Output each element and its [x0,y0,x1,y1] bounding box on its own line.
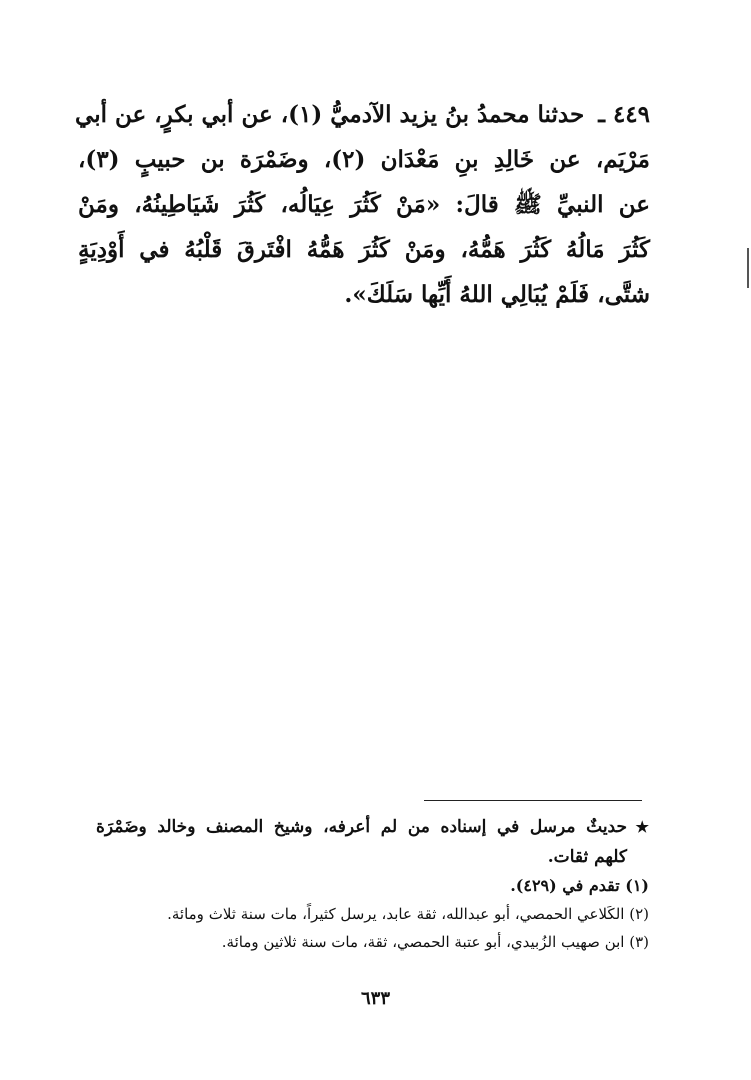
page-number: ٦٣٣ [360,988,390,1009]
hadith-line: عن النبيِّ ﷺ قالَ: «مَنْ كَثُرَ عِيَالُه، كَثُرَ شَيَاطِينُهُ، ومَنْ [78,191,650,218]
grading-note-line: كلهم ثقات. [547,847,627,867]
grading-note [96,812,649,872]
hadith-text [75,92,651,317]
footnote-2: (٢) الكَلاعي الحمصي، أبو عبدالله، ثقة عابد، يرسل كثيراً، مات سنة ثلاث ومائة. [167,905,649,923]
star-icon: ★ [635,818,649,836]
hadith-number: ٤٤٩ ـ [598,101,650,128]
hadith-line: كَثُرَ مَالُهُ كَثُرَ هَمُّهُ، ومَنْ كَثُرَ هَمُّهُ افْتَرقَ قَلْبُهُ في أَوْدِيَةٍ [78,236,650,263]
footnote-divider [424,800,642,801]
hadith-line: مَرْيَم، عن خَالِدِ بنِ مَعْدَان (٢)، وضَمْرَة بن حبيبٍ (٣)، [78,146,651,173]
hadith-line: شتَّى، فَلَمْ يُبَالِي اللهُ أَيِّها سَلَكَ». [344,281,650,308]
footnote-1: (١) تقدم في (٤٢٩). [510,876,649,895]
footnote-3: (٣) ابن صهيب الزُبيدي، أبو عتبة الحمصي، ثقة، مات سنة ثلاثين ومائة. [221,933,649,951]
footnotes [96,812,649,956]
hadith-line [75,92,650,137]
grading-note-line: حديثٌ مرسل في إسناده من لم أعرفه، وشيخ المصنف وخالد وضَمْرَة [96,817,627,837]
hadith-line-text: حدثنا محمدُ بنُ يزيد الآدميُّ (١)، عن أبي بكرٍ، عن أبي [75,101,585,128]
scan-edge-mark [747,248,749,288]
